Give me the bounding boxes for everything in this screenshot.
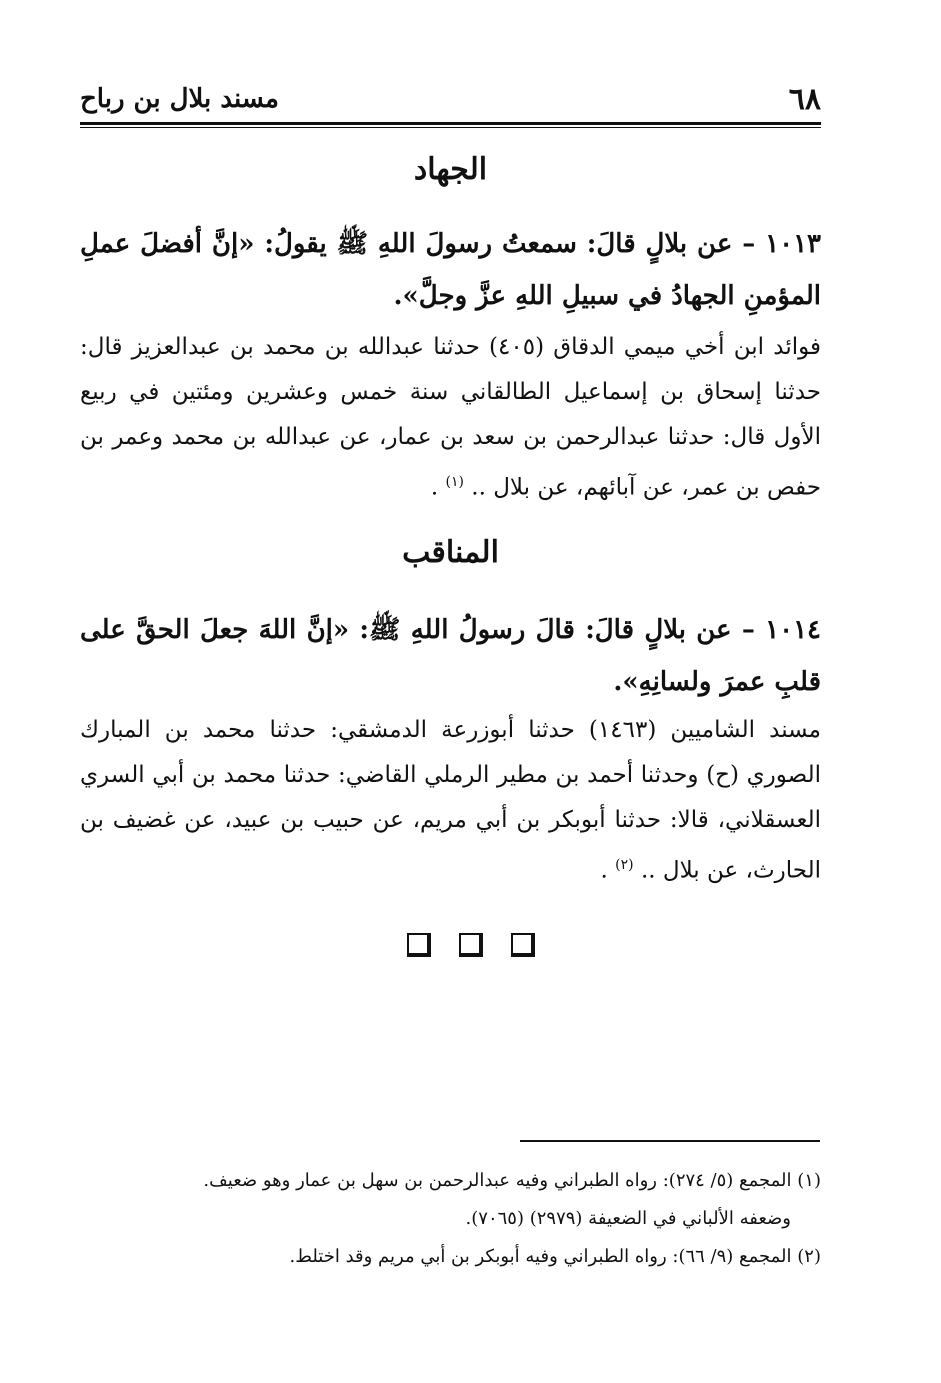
hadith-1013-source: [80, 325, 821, 511]
section-end-ornament: [0, 933, 941, 961]
ornament-box: [407, 933, 431, 957]
ornament-box: [459, 933, 483, 957]
hadith-1013: ١٠١٣ – عن بلالٍ قالَ: سمعتُ رسولَ اللهِ ﷺ يقولُ: «إنَّ أفضلَ عملِ المؤمنِ الجهادُ في سبيلِ اللهِ عزَّ وجلَّ».: [80, 229, 821, 311]
footnote-1: (١) المجمع (٥/ ٢٧٤): رواه الطبراني وفيه عبدالرحمن بن سهل بن عمار وهو ضعيف.: [203, 1170, 821, 1191]
section-heading-manaqib: المناقب: [402, 535, 499, 570]
source-text: مسند الشاميين (١٤٦٣) حدثنا أبوزرعة الدمشقي: حدثنا محمد بن المبارك الصوري (ح) وحدثنا أحمد بن مطير الرملي القاضي: حدثنا محمد بن أبي السري العسقلاني، قالا: حدثنا أبوبكر بن أبي مريم، عن حبيب بن عبيد، عن غضيف بن الحارث، عن بلال ..: [80, 717, 821, 884]
footnote-divider: [520, 1140, 820, 1142]
hadith-1014: ١٠١٤ – عن بلالٍ قالَ: قالَ رسولُ اللهِ ﷺ: «إنَّ اللهَ جعلَ الحقَّ على قلبِ عمرَ ولسانِهِ».: [80, 615, 821, 697]
header-rule: [80, 122, 821, 125]
end-mark: .: [600, 857, 608, 884]
footnotes: [120, 1162, 821, 1276]
footnote-1-continued: وضعفه الألباني في الضعيفة (٢٩٧٩) (٧٠٦٥).: [465, 1208, 791, 1229]
ornament-box: [511, 933, 535, 957]
source-text: فوائد ابن أخي ميمي الدقاق (٤٠٥) حدثنا عبدالله بن محمد بن عبدالعزيز قال: حدثنا إسحاق بن إسماعيل الطالقاني سنة خمس وعشرين ومئتين في ربيع الأول قال: حدثنا عبدالرحمن بن سعد بن عمار، عن عبدالله بن محمد وعمر بن حفص بن عمر، عن آبائهم، عن بلال ..: [80, 334, 821, 501]
page-header: [80, 82, 821, 122]
section-heading-jihad: الجهاد: [413, 152, 488, 187]
page-number: ٦٨: [788, 82, 821, 117]
header-rule-thin: [80, 127, 821, 128]
footnote-ref-1[interactable]: (١): [445, 474, 464, 490]
hadith-1014-source: [80, 708, 821, 894]
running-title: مسند بلال بن رباح: [80, 84, 279, 114]
end-mark: .: [430, 474, 439, 501]
footnote-ref-2[interactable]: (٢): [615, 857, 634, 873]
footnote-2: (٢) المجمع (٩/ ٦٦): رواه الطبراني وفيه أبوبكر بن أبي مريم وقد اختلط.: [289, 1246, 821, 1267]
